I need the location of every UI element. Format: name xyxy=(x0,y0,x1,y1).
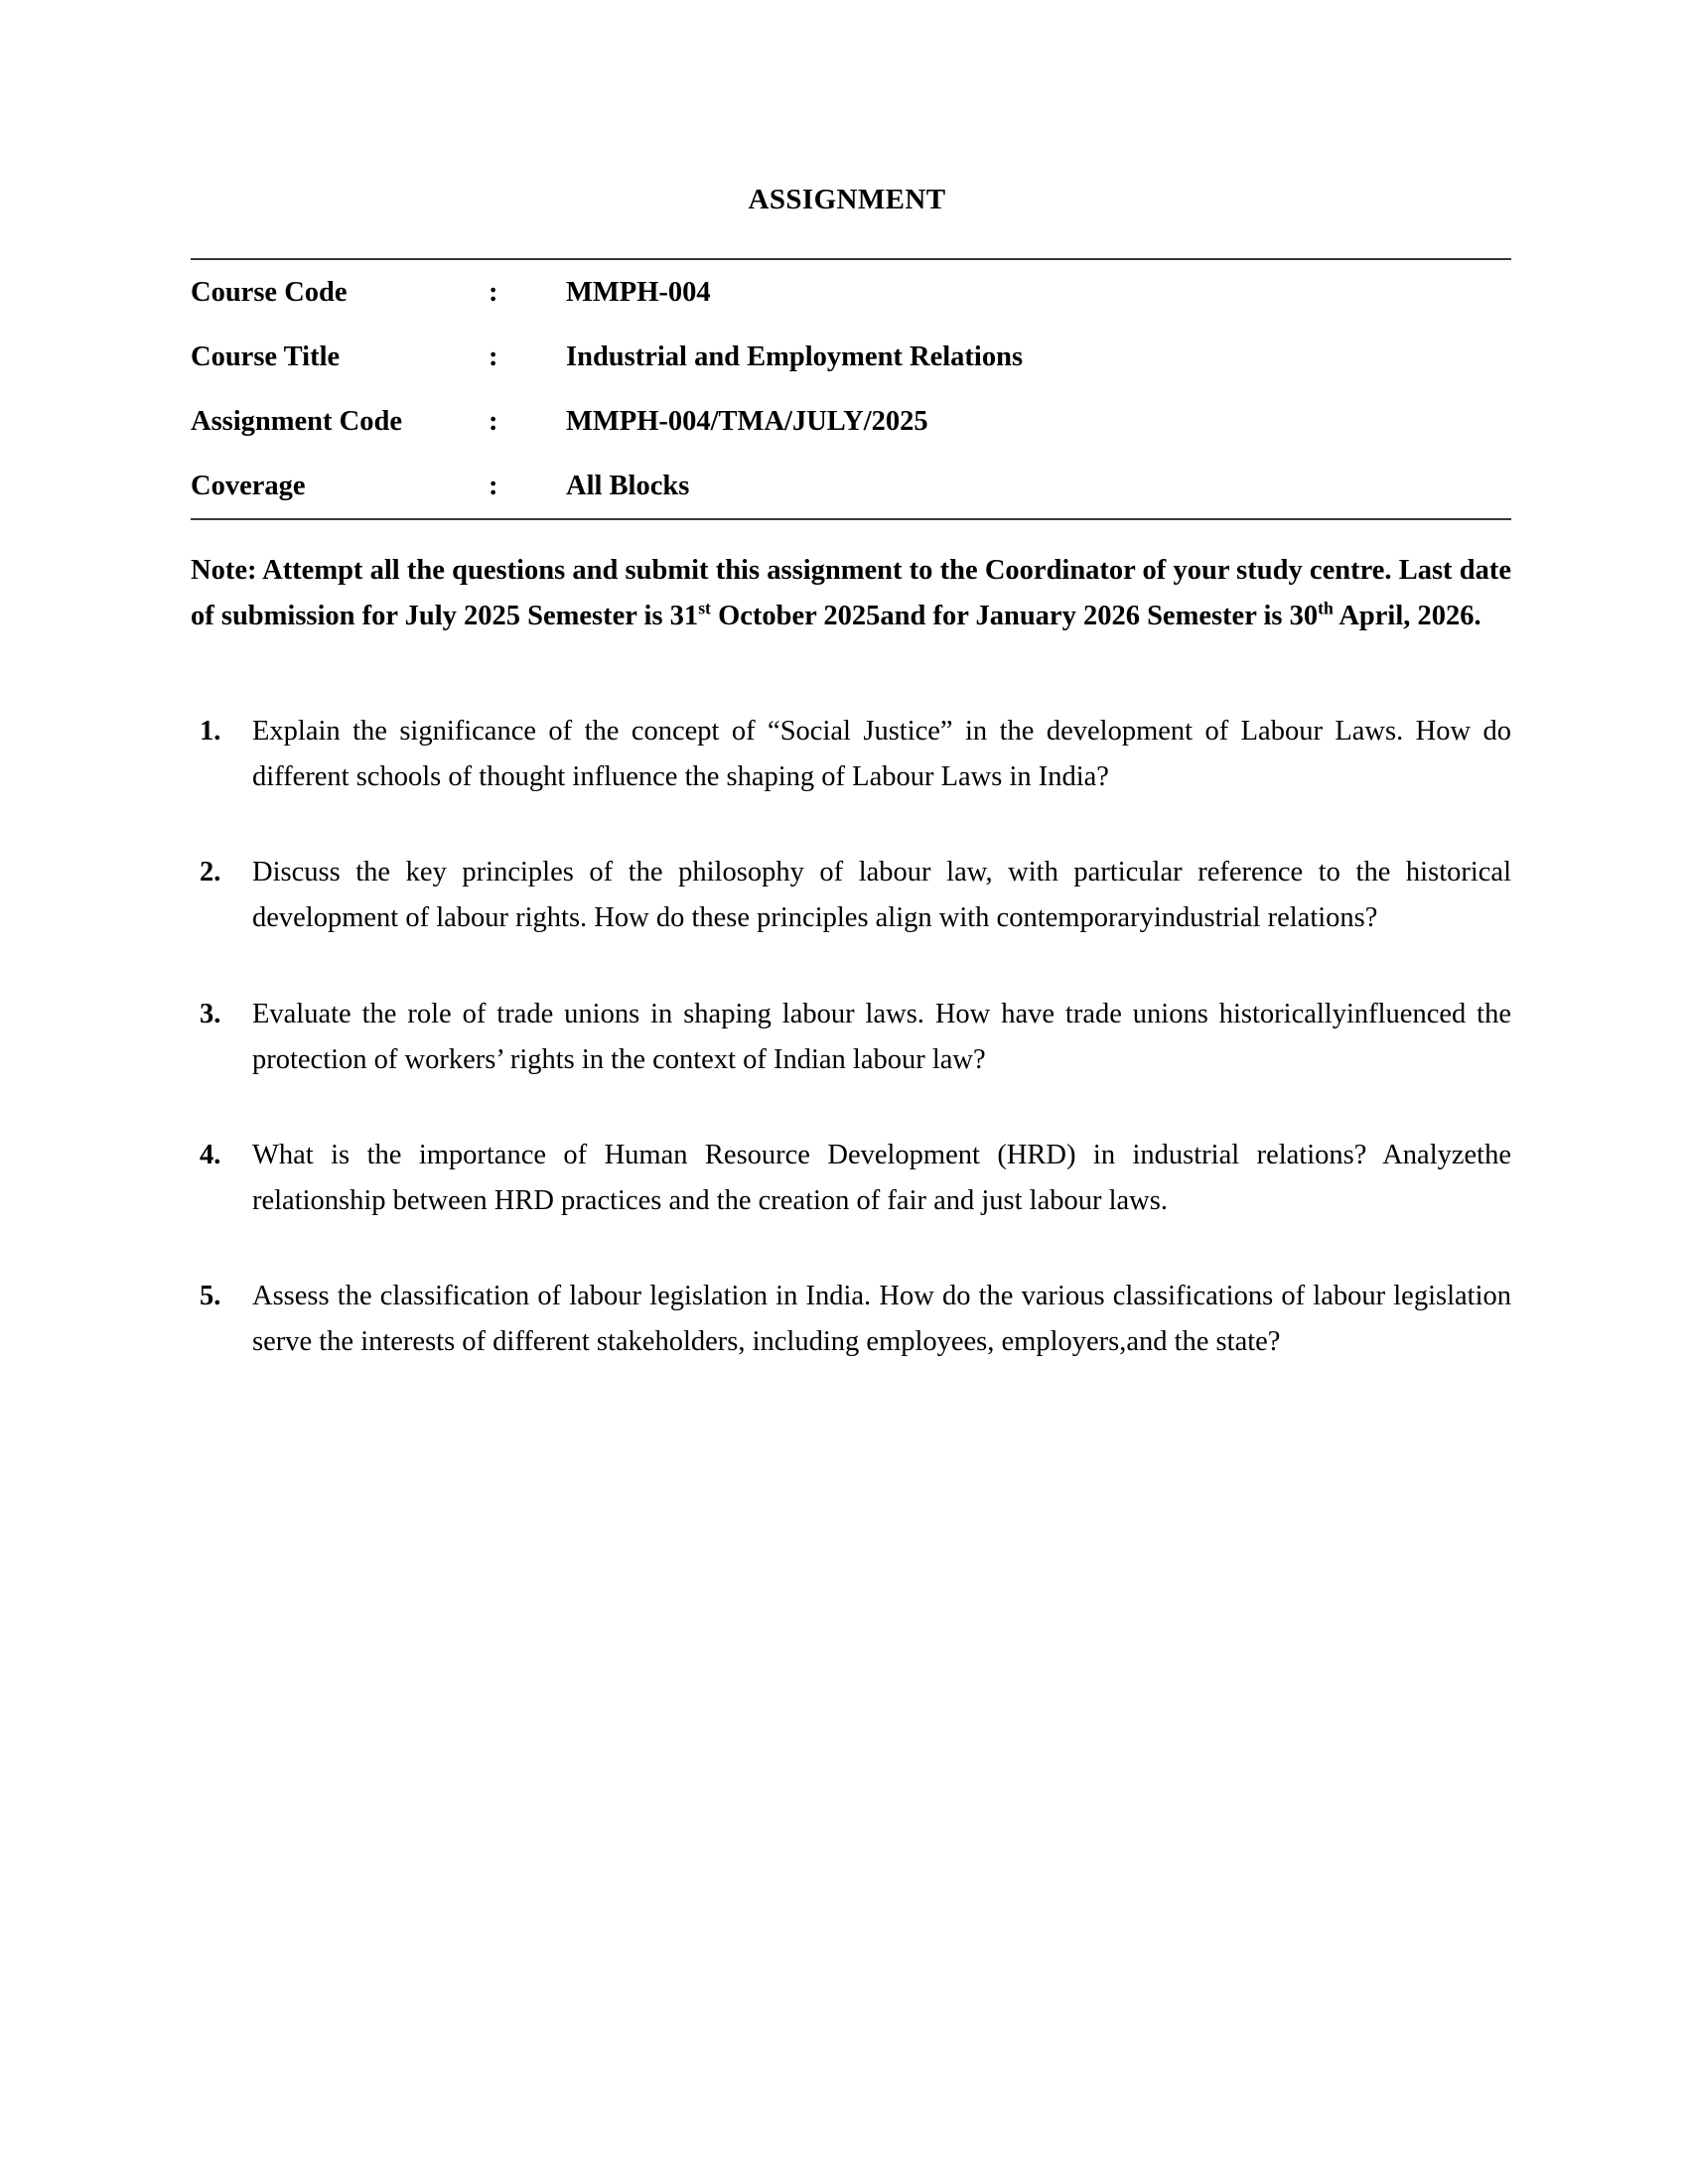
page-title: ASSIGNMENT xyxy=(748,184,946,215)
question-number: 1. xyxy=(200,715,221,747)
list-item xyxy=(191,1274,1511,1365)
question-text: What is the importance of Human Resource Development (HRD) in industrial relations? Analyzethe relationship between HRD practices and the creation of fair and just labour laws. xyxy=(252,1139,1511,1217)
meta-value-course-title: Industrial and Employment Relations xyxy=(566,341,1024,372)
question-text: Explain the significance of the concept of “Social Justice” in the development of Labour Laws. How do different schools of thought influence the shaping of Labour Laws in India? xyxy=(252,715,1511,793)
list-item xyxy=(191,1133,1511,1224)
question-number: 5. xyxy=(200,1281,221,1312)
question-number: 4. xyxy=(200,1139,221,1170)
question-text: Evaluate the role of trade unions in shaping labour laws. How have trade unions historicallyinfluenced the protection of workers’ rights in the context of Indian labour law? xyxy=(252,998,1511,1075)
meta-label-course-code: Course Code xyxy=(191,277,348,308)
note-lead: Note: xyxy=(191,554,257,586)
list-item xyxy=(191,992,1511,1083)
table-row xyxy=(191,325,1511,389)
meta-label-coverage: Coverage xyxy=(191,470,306,501)
meta-label-course-title: Course Title xyxy=(191,341,341,372)
meta-value-course-code: MMPH-004 xyxy=(566,277,711,308)
submission-note xyxy=(191,548,1511,639)
list-item xyxy=(191,709,1511,800)
table-row xyxy=(191,389,1511,454)
question-list xyxy=(191,709,1511,1366)
meta-colon: : xyxy=(489,341,498,372)
note-ordinal-suffix-1: st xyxy=(698,598,711,618)
meta-colon: : xyxy=(489,405,498,437)
question-text: Assess the classification of labour legislation in India. How do the various classifications of labour legislation serve the interests of different stakeholders, including employees, employers,and the state? xyxy=(252,1281,1511,1358)
note-segment-1: Attempt all the questions and submit this assignment to the Coordinator of your study centre. Last date of submission for July 2025 Semester is 31 xyxy=(191,554,1511,631)
note-ordinal-suffix-2: th xyxy=(1318,598,1334,618)
note-segment-2: October 2025and for January 2026 Semester is 30 xyxy=(710,600,1319,631)
list-item xyxy=(191,850,1511,941)
meta-colon: : xyxy=(489,277,498,308)
table-row xyxy=(191,259,1511,325)
meta-value-assignment-code: MMPH-004/TMA/JULY/2025 xyxy=(566,405,928,437)
question-number: 3. xyxy=(200,998,221,1029)
note-segment-3: April, 2026. xyxy=(1333,600,1481,631)
question-number: 2. xyxy=(200,857,221,888)
meta-label-assignment-code: Assignment Code xyxy=(191,405,402,437)
table-row xyxy=(191,454,1511,519)
question-text: Discuss the key principles of the philosophy of labour law, with particular reference to the historical development of labour rights. How do these principles align with contemporaryindustrial relations? xyxy=(252,857,1511,934)
meta-colon: : xyxy=(489,470,498,501)
course-metadata-table xyxy=(191,258,1511,520)
meta-value-coverage: All Blocks xyxy=(566,470,690,501)
